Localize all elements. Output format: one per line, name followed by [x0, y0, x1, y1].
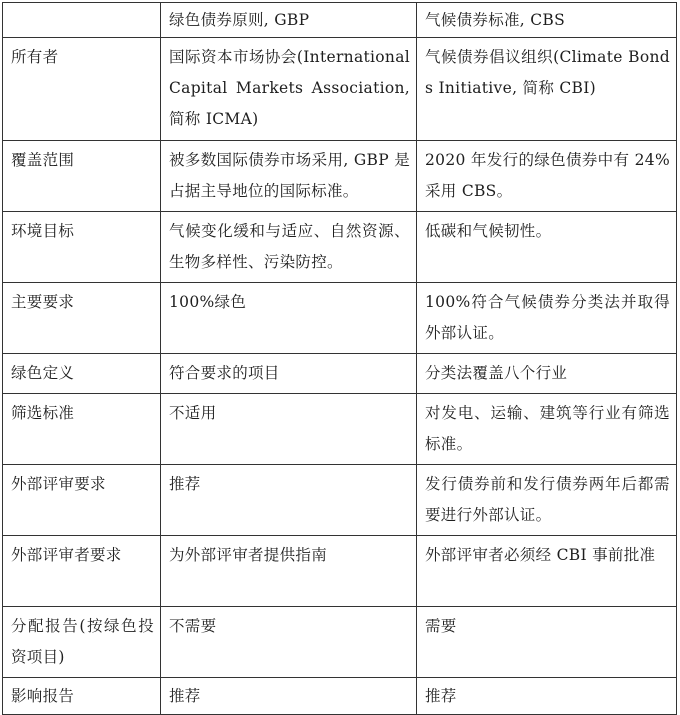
cell-cbs-main-requirements: 100%符合气候债券分类法并取得外部认证。 [417, 283, 677, 354]
comparison-table [2, 2, 677, 715]
table-row-allocation-report [3, 607, 677, 678]
row-label-screening-criteria: 筛选标准 [3, 394, 161, 465]
cell-cbs-green-definition: 分类法覆盖八个行业 [417, 354, 677, 394]
row-label-coverage: 覆盖范围 [3, 141, 161, 212]
cell-cbs-external-review: 发行债券前和发行债券两年后都需要进行外部认证。 [417, 465, 677, 536]
table-header-row [3, 3, 677, 38]
row-label-environmental-goals: 环境目标 [3, 212, 161, 283]
cell-gbp-allocation-report: 不需要 [161, 607, 417, 678]
cell-cbs-environmental-goals: 低碳和气候韧性。 [417, 212, 677, 283]
cell-cbs-allocation-report: 需要 [417, 607, 677, 678]
row-label-impact-report: 影响报告 [3, 678, 161, 715]
row-label-owner: 所有者 [3, 38, 161, 141]
table-row-external-reviewer [3, 536, 677, 607]
table-row-environmental-goals [3, 212, 677, 283]
cell-gbp-coverage: 被多数国际债券市场采用, GBP 是占据主导地位的国际标准。 [161, 141, 417, 212]
cell-gbp-owner: 国际资本市场协会(International Capital Markets Association, 简称 ICMA) [161, 38, 417, 141]
table-row-coverage [3, 141, 677, 212]
table-row-screening-criteria [3, 394, 677, 465]
cell-gbp-environmental-goals: 气候变化缓和与适应、自然资源、生物多样性、污染防控。 [161, 212, 417, 283]
cell-gbp-external-review: 推荐 [161, 465, 417, 536]
cell-cbs-impact-report: 推荐 [417, 678, 677, 715]
header-cell-gbp: 绿色债券原则, GBP [161, 3, 417, 38]
cell-cbs-owner: 气候债券倡议组织(Climate Bonds Initiative, 简称 CBI) [417, 38, 677, 141]
table-row-impact-report [3, 678, 677, 715]
table-row-external-review [3, 465, 677, 536]
cell-cbs-coverage: 2020 年发行的绿色债券中有 24%采用 CBS。 [417, 141, 677, 212]
table-row-owner [3, 38, 677, 141]
cell-gbp-impact-report: 推荐 [161, 678, 417, 715]
cell-gbp-screening-criteria: 不适用 [161, 394, 417, 465]
row-label-external-review: 外部评审要求 [3, 465, 161, 536]
row-label-main-requirements: 主要要求 [3, 283, 161, 354]
table-row-green-definition [3, 354, 677, 394]
cell-gbp-external-reviewer: 为外部评审者提供指南 [161, 536, 417, 607]
header-cell-cbs: 气候债券标准, CBS [417, 3, 677, 38]
cell-gbp-green-definition: 符合要求的项目 [161, 354, 417, 394]
cell-cbs-external-reviewer: 外部评审者必须经 CBI 事前批准 [417, 536, 677, 607]
row-label-green-definition: 绿色定义 [3, 354, 161, 394]
table-row-main-requirements [3, 283, 677, 354]
cell-gbp-main-requirements: 100%绿色 [161, 283, 417, 354]
row-label-external-reviewer: 外部评审者要求 [3, 536, 161, 607]
cell-cbs-screening-criteria: 对发电、运输、建筑等行业有筛选标准。 [417, 394, 677, 465]
header-cell-empty [3, 3, 161, 38]
row-label-allocation-report: 分配报告(按绿色投资项目) [3, 607, 161, 678]
